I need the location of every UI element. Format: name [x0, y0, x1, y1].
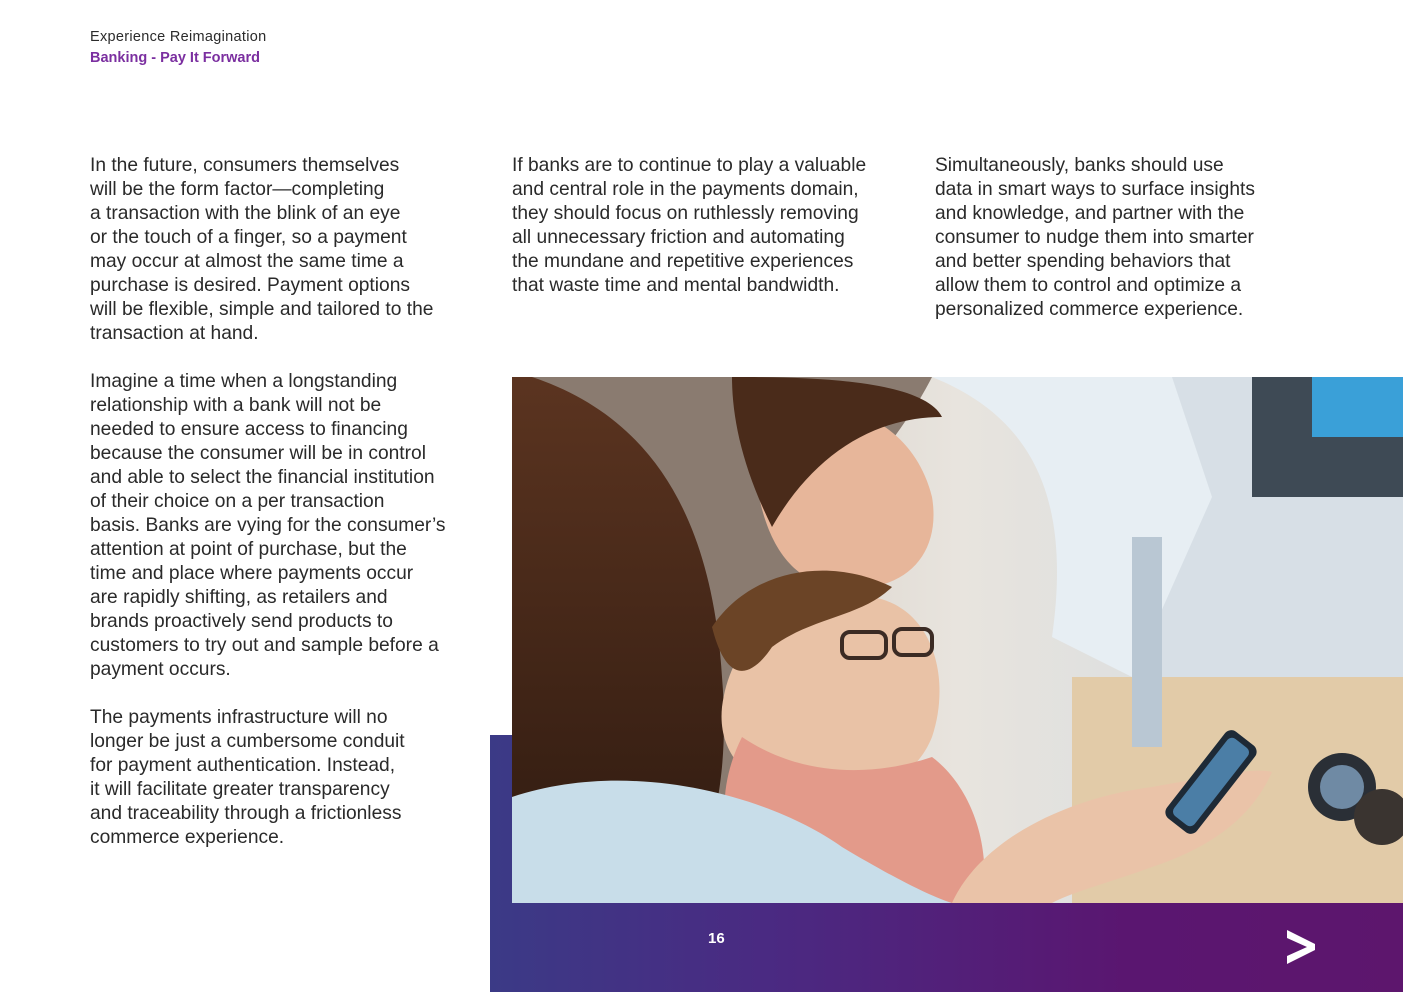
text-column-1: [90, 154, 480, 874]
page-header: [90, 27, 266, 69]
photo-mother-daughter-phone: [512, 377, 1403, 903]
text-column-3: [935, 154, 1335, 346]
paragraph: The payments infrastructure will no longer be just a cumbersome conduit for payment authentication. Instead, it will facilitate greater transparency and traceability through a frictionless commerce experience.: [90, 707, 405, 848]
page-number: 16: [708, 930, 725, 947]
accenture-logo-icon: [1283, 928, 1317, 964]
text-column-2: [512, 154, 912, 322]
paragraph: Imagine a time when a longstanding relationship with a bank will not be needed to ensure access to financing because the consumer will be in control and able to select the financial institution of their choice on a per transaction basis. Banks are vying for the consumer’s attention at point of purchase, but the time and place where payments occur are rapidly shifting, as retailers and brands proactively send products to customers to try out and sample before a payment occurs.: [90, 371, 446, 680]
paragraph: Simultaneously, banks should use data in smart ways to surface insights and knowledge, and partner with the consumer to nudge them into smarter and better spending behaviors that allow them to control and optimize a personalized commerce experience.: [935, 155, 1255, 320]
section-title: Banking - Pay It Forward: [90, 50, 260, 66]
section-label: Experience Reimagination: [90, 29, 267, 45]
paragraph: In the future, consumers themselves will be the form factor—completing a transaction with the blink of an eye or the touch of a finger, so a payment may occur at almost the same time a purchase is desired. Payment options will be flexible, simple and tailored to the transaction at hand.: [90, 155, 434, 344]
paragraph: If banks are to continue to play a valuable and central role in the payments domain, they should focus on ruthlessly removing all unnecessary friction and automating the mundane and repetitive experiences that waste time and mental bandwidth.: [512, 155, 867, 296]
